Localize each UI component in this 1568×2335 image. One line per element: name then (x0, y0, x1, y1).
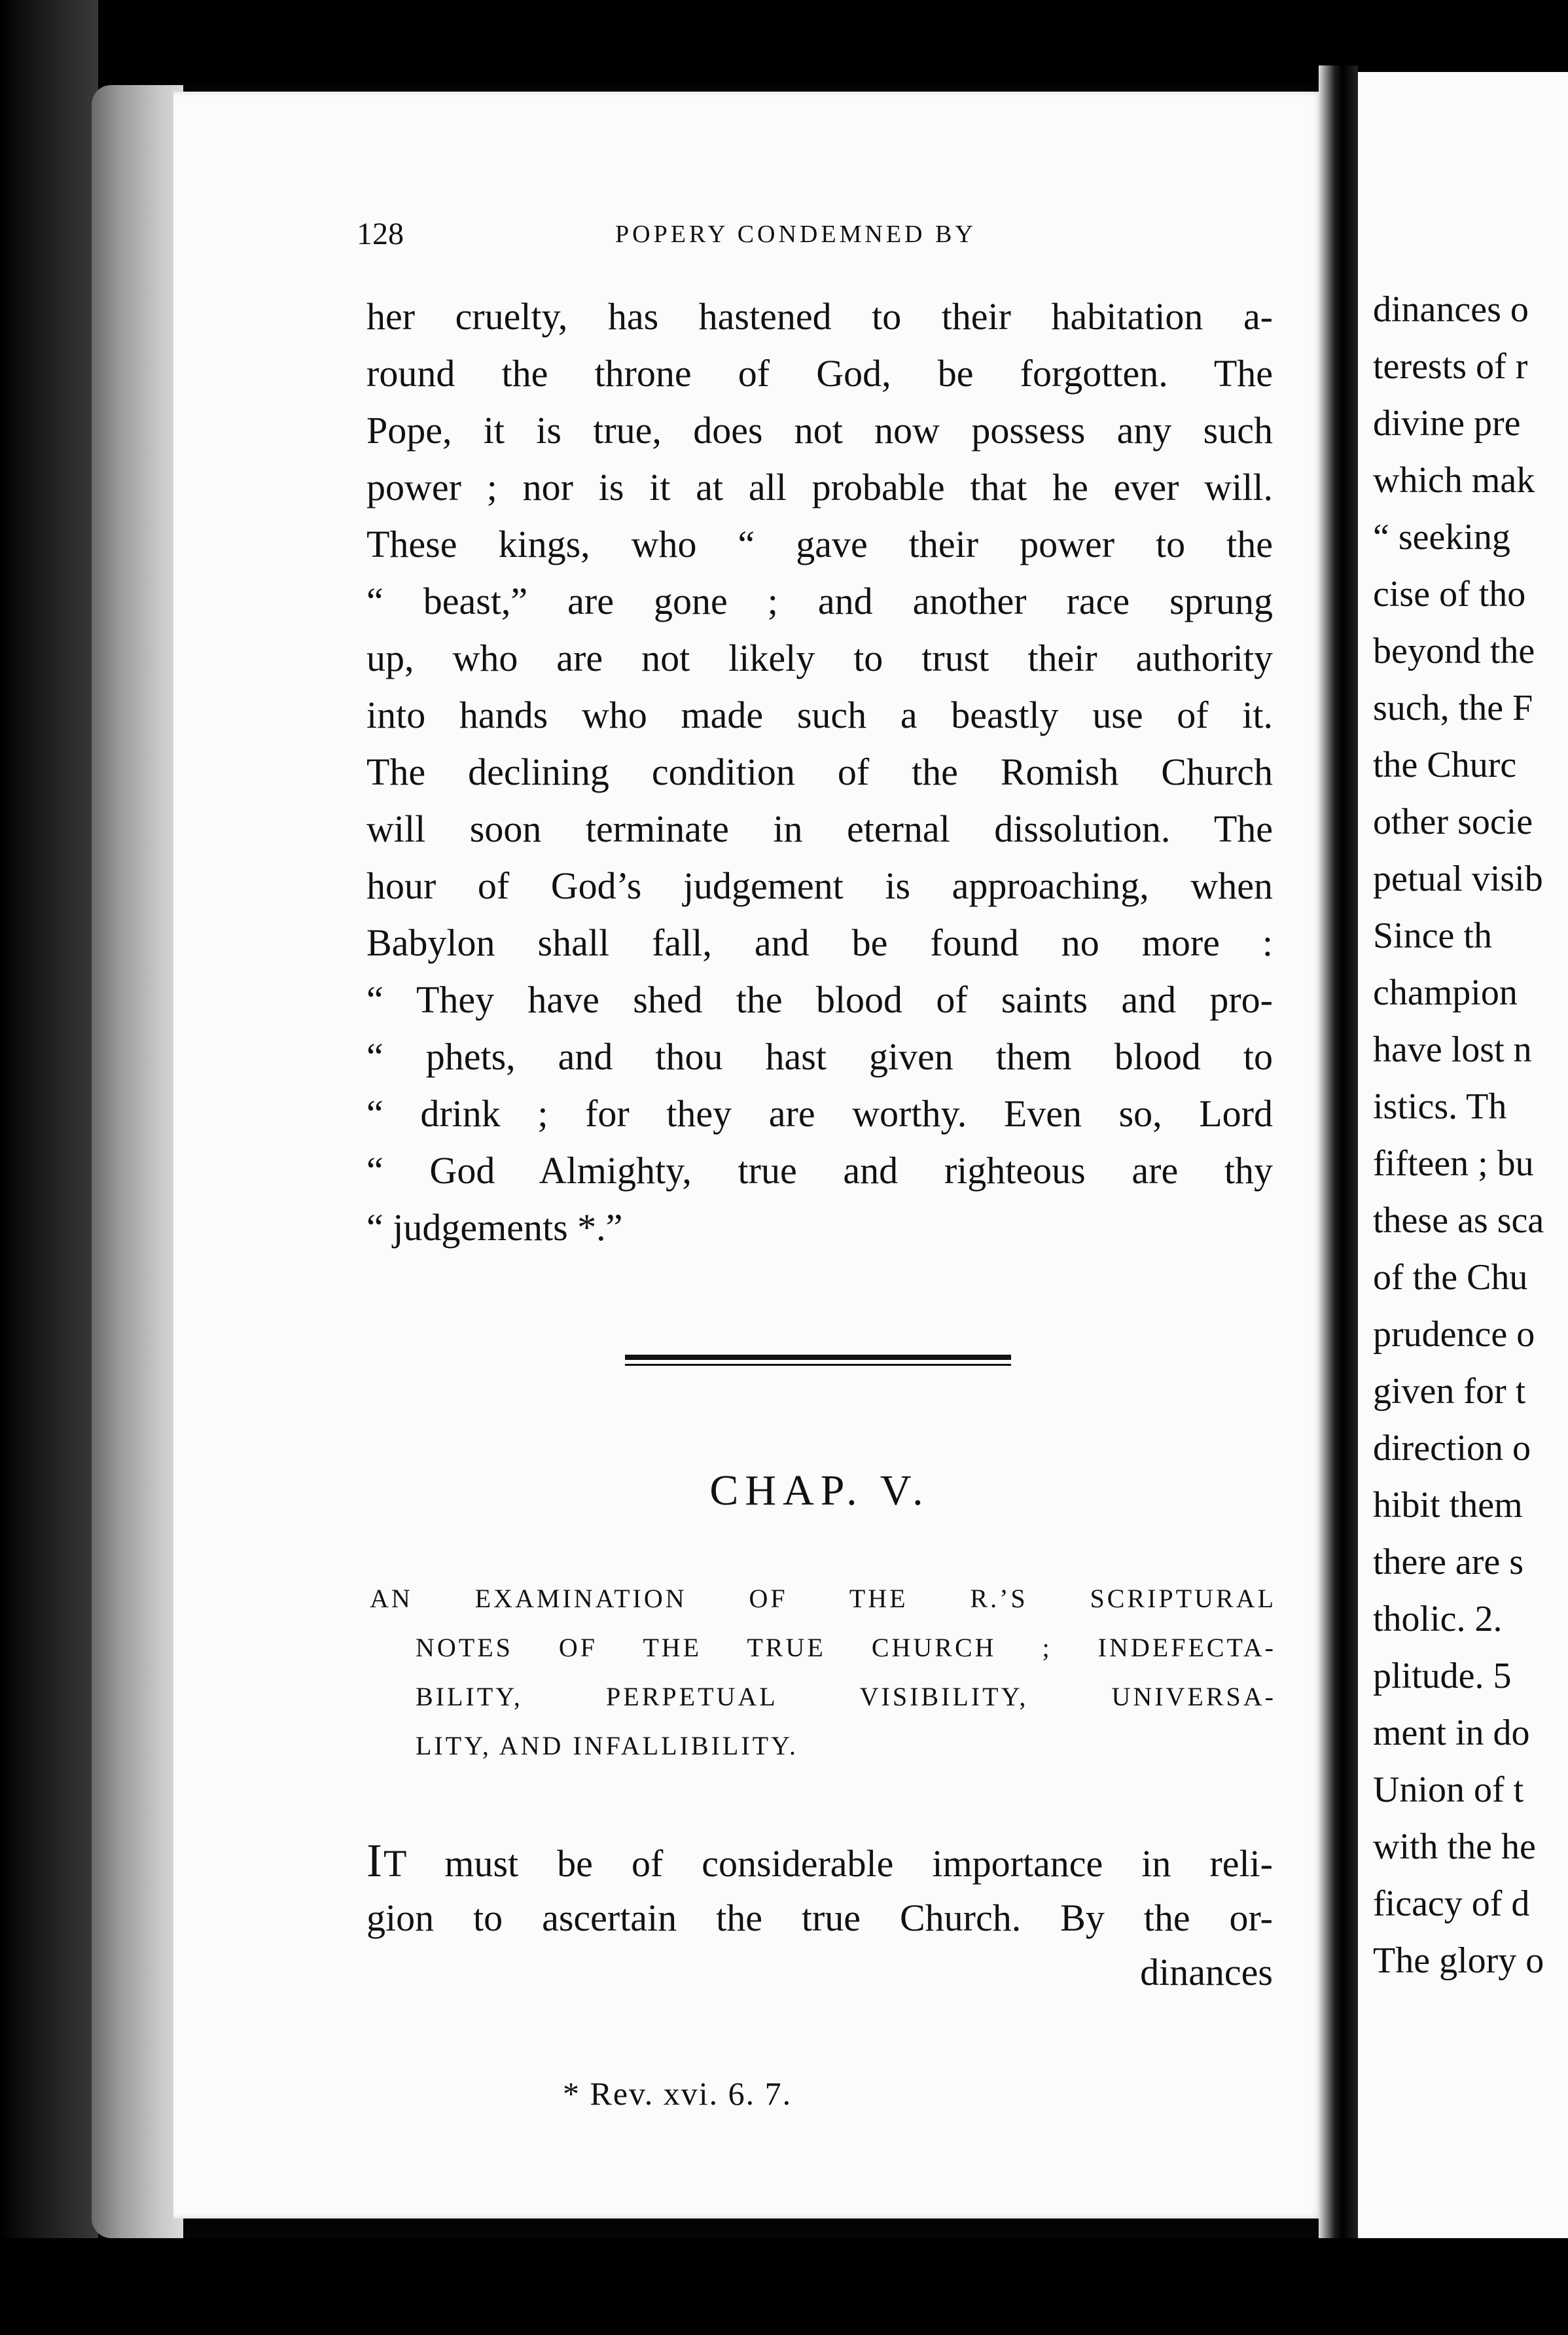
right-page-line: prudence o (1373, 1314, 1535, 1355)
right-page-line: other socie (1373, 802, 1533, 842)
running-head (357, 216, 1273, 255)
opening-line (366, 1832, 1273, 1889)
right-page-line: tholic. 2. (1373, 1599, 1503, 1639)
right-page-text (1373, 281, 1568, 1989)
bottom-dark-margin (0, 2238, 1568, 2335)
page-block-edge (92, 85, 183, 2238)
body-line: The declining condition of the Romish Church (366, 751, 1273, 793)
opening-line: gion to ascertain the true Church. By the or- (366, 1897, 1273, 1939)
body-line: “ drink ; for they are worthy. Even so, Lord (366, 1092, 1273, 1135)
right-page-line: have lost n (1373, 1029, 1532, 1070)
right-page-line: Since th (1373, 916, 1492, 956)
divider-thin-rule (625, 1364, 1011, 1366)
right-page-line: cise of tho (1373, 574, 1526, 615)
body-line: Babylon shall fall, and be found no more : (366, 921, 1273, 964)
right-page-line: terests of r (1373, 346, 1528, 387)
right-page-line: the Churc (1373, 745, 1517, 785)
left-dark-margin (0, 0, 98, 2335)
right-page-line: dinances o (1373, 289, 1529, 330)
body-line: “ They have shed the blood of saints and pro- (366, 978, 1273, 1021)
right-page-line: there are s (1373, 1542, 1524, 1582)
body-line: up, who are not likely to trust their authority (366, 637, 1273, 679)
divider-thick-rule (625, 1355, 1011, 1360)
body-line: power ; nor is it at all probable that he ever will. (366, 466, 1273, 508)
body-line: hour of God’s judgement is approaching, when (366, 864, 1273, 907)
right-page-line: which mak (1373, 460, 1535, 501)
right-page-line: hibit them (1373, 1485, 1523, 1525)
body-line: into hands who made such a beastly use of it. (366, 694, 1273, 736)
right-page-line: of the Chu (1373, 1257, 1528, 1298)
right-page-line: petual visib (1373, 859, 1543, 899)
right-page-line: plitude. 5 (1373, 1656, 1512, 1696)
catchword: dinances (1140, 1951, 1273, 1993)
body-line: her cruelty, has hastened to their habitation a- (366, 295, 1273, 338)
page-number: 128 (357, 217, 404, 251)
right-page-line: such, the F (1373, 688, 1533, 728)
right-page-line: direction o (1373, 1428, 1531, 1469)
right-page-line: ment in do (1373, 1713, 1530, 1753)
right-page-line: Union of t (1373, 1770, 1524, 1810)
drop-capital: I (366, 1834, 383, 1887)
chapter-summary (370, 1574, 1276, 1770)
body-line: “ beast,” are gone ; and another race sprung (366, 580, 1273, 622)
right-page-line: ficacy of d (1373, 1883, 1530, 1924)
body-line: “ God Almighty, true and righteous are thy (366, 1149, 1273, 1192)
opening-paragraph (366, 1832, 1273, 1999)
footnote: * Rev. xvi. 6. 7. (563, 2075, 793, 2112)
body-text (366, 288, 1273, 1256)
right-page-line: divine pre (1373, 403, 1521, 444)
section-divider (625, 1355, 1011, 1368)
right-page-line: The glory o (1373, 1940, 1544, 1981)
running-title: POPERY CONDEMNED BY (615, 221, 976, 248)
opening-line-text: T must be of considerable importance in reli- (383, 1842, 1273, 1885)
right-page-line: istics. Th (1373, 1086, 1507, 1127)
chapter-heading: CHAP. V. (709, 1467, 930, 1514)
right-page-line: with the he (1373, 1827, 1536, 1867)
right-page-line: “ seeking (1373, 517, 1510, 558)
body-line: Pope, it is true, does not now possess any such (366, 409, 1273, 452)
right-page-line: given for t (1373, 1371, 1526, 1412)
body-line: round the throne of God, be forgotten. The (366, 352, 1273, 395)
book-gutter (1319, 65, 1358, 2317)
summary-line: NOTES OF THE TRUE CHURCH ; INDEFECTA- (416, 1633, 1276, 1662)
right-page-line: fifteen ; bu (1373, 1143, 1534, 1184)
summary-line: AN EXAMINATION OF THE R.’S SCRIPTURAL (370, 1584, 1276, 1613)
body-line: “ judgements *.” (366, 1206, 623, 1249)
summary-line: BILITY, PERPETUAL VISIBILITY, UNIVERSA- (416, 1682, 1276, 1711)
right-page-line: champion (1373, 972, 1518, 1013)
body-line: These kings, who “ gave their power to the (366, 523, 1273, 565)
right-page-line: beyond the (1373, 631, 1535, 671)
summary-line: LITY, AND INFALLIBILITY. (416, 1731, 798, 1760)
body-line: will soon terminate in eternal dissolution. The (366, 808, 1273, 850)
right-page-line: these as sca (1373, 1200, 1544, 1241)
body-line: “ phets, and thou hast given them blood to (366, 1035, 1273, 1078)
